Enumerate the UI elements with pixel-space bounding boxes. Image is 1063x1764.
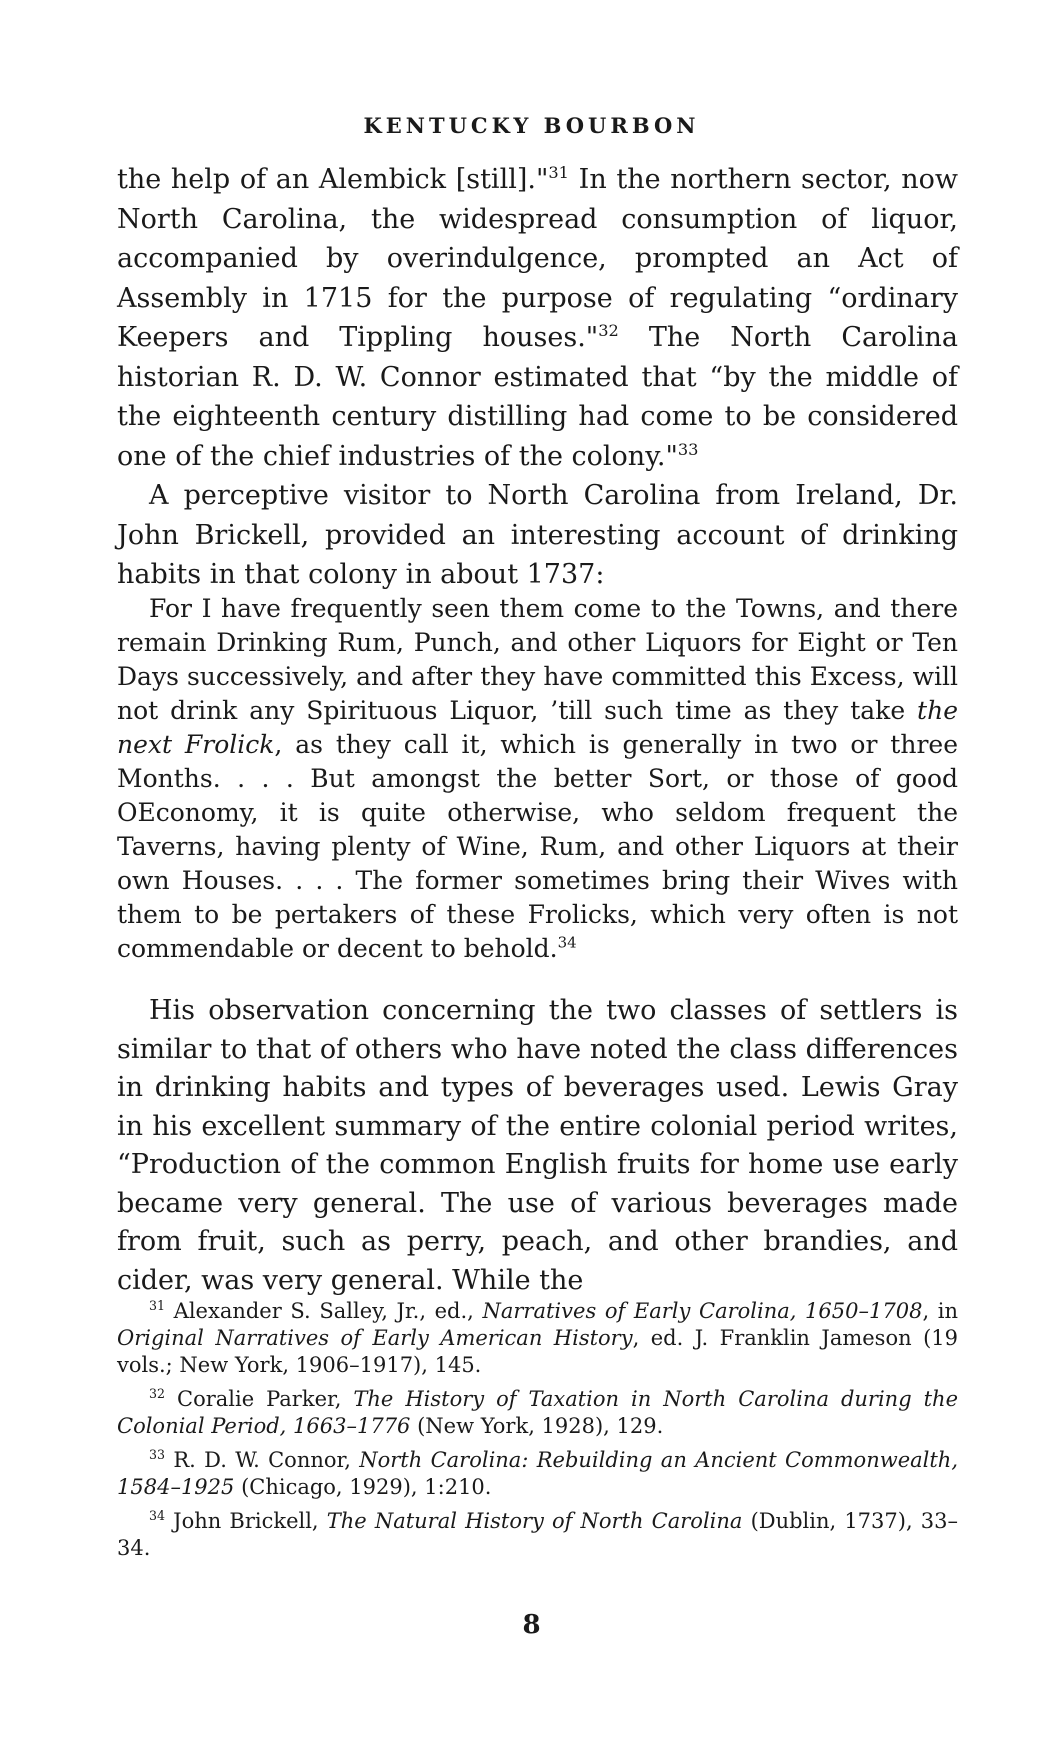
text-run: , ed. J. Franklin Jameson (19 vols.; New York, 1906–1917), 145.	[117, 1326, 958, 1377]
footnote-number: 33	[149, 1447, 166, 1462]
text-run: (New York, 1928), 129.	[410, 1414, 664, 1438]
italic-text: The History of Taxation in North Carolina during the Colonial Period, 1663–1776	[117, 1387, 958, 1438]
footnote-ref-31[interactable]: 31	[548, 163, 569, 182]
text-run: Alexander S. Salley, Jr., ed.,	[165, 1299, 483, 1323]
text-run: For I have frequently seen them come to the Towns, and there remain Drinking Rum, Punch, and other Liquors for Eight or Ten Days successively, and after they have committed this Excess, will not drink any Spirituous Liquor, ’till such time as they take	[117, 594, 958, 725]
paragraph-1	[117, 160, 958, 476]
block-quote	[117, 592, 958, 966]
text-run: , as they call it, which is generally in two or three Months. . . . But amongst the better Sort, or those of good OEconomy, it is quite otherwise, who seldom frequent the Taverns, having plenty of Wine, Rum, and other Liquors at their own Houses. . . . The former sometimes bring their Wives with them to be pertakers of these Frolicks, which very often is not commendable or decent to behold.	[117, 730, 958, 963]
footnote-33	[117, 1447, 958, 1501]
running-head: KENTUCKY BOURBON	[363, 113, 700, 138]
italic-text: Original Narratives of Early American History	[117, 1326, 633, 1350]
body-text-top	[117, 160, 958, 595]
footnote-number: 32	[149, 1386, 166, 1401]
quote-paragraph	[117, 592, 958, 966]
text-run: The North Carolina historian R. D. W. Connor estimated that “by the middle of the eighteenth century distilling had come to be considered one of the chief industries of the colony."	[117, 322, 959, 472]
footnote-ref-34[interactable]: 34	[557, 933, 577, 952]
italic-text: the next Frolick	[117, 696, 958, 759]
text-run: John Brickell,	[165, 1509, 327, 1533]
text-run: the help of an Alembick [still]."	[117, 164, 549, 195]
text-run: (Chicago, 1929), 1:210.	[234, 1475, 492, 1499]
footnotes	[117, 1298, 958, 1569]
text-run: (Dublin, 1737), 33–34.	[117, 1509, 958, 1560]
italic-text: The Natural History of North Carolina	[326, 1509, 743, 1533]
footnote-ref-33[interactable]: 33	[677, 439, 699, 459]
paragraph-3: His observation concerning the two classes of settlers is similar to that of others who have noted the class differences in drinking habits and types of beverages used. Lewis Gray in his excellent summary of the entire colonial period writes, “Production of the common English fruits for home use early became very general. The use of various beverages made from fruit, such as perry, peach, and other brandies, and cider, was very general. While the	[117, 995, 958, 1296]
text-run: Coralie Parker,	[165, 1387, 354, 1411]
text-run: R. D. W. Connor,	[165, 1448, 360, 1472]
footnote-34	[117, 1508, 958, 1562]
body-text-bottom	[117, 992, 958, 1300]
italic-text: Narratives of Early Carolina, 1650–1708	[482, 1299, 923, 1323]
footnote-32	[117, 1386, 958, 1440]
footnote-ref-32[interactable]: 32	[598, 321, 619, 340]
footnote-31	[117, 1298, 958, 1379]
paragraph-2: A perceptive visitor to North Carolina from Ireland, Dr. John Brickell, provided an interesting account of drinking habits in that colony in about 1737:	[117, 480, 958, 590]
italic-text: North Carolina: Rebuilding an Ancient Commonwealth, 1584–1925	[117, 1448, 959, 1499]
footnote-number: 31	[149, 1298, 166, 1313]
text-run: In the northern sector, now North Carolina, the widespread consumption of liquor, accompanied by overindulgence, prompted an Act of Assembly in 1715 for the purpose of regulating “ordinary Keepers and Tippling houses."	[117, 164, 958, 353]
footnote-number: 34	[149, 1508, 166, 1523]
page-number: 8	[522, 1610, 541, 1640]
text-run: , in	[922, 1299, 959, 1323]
